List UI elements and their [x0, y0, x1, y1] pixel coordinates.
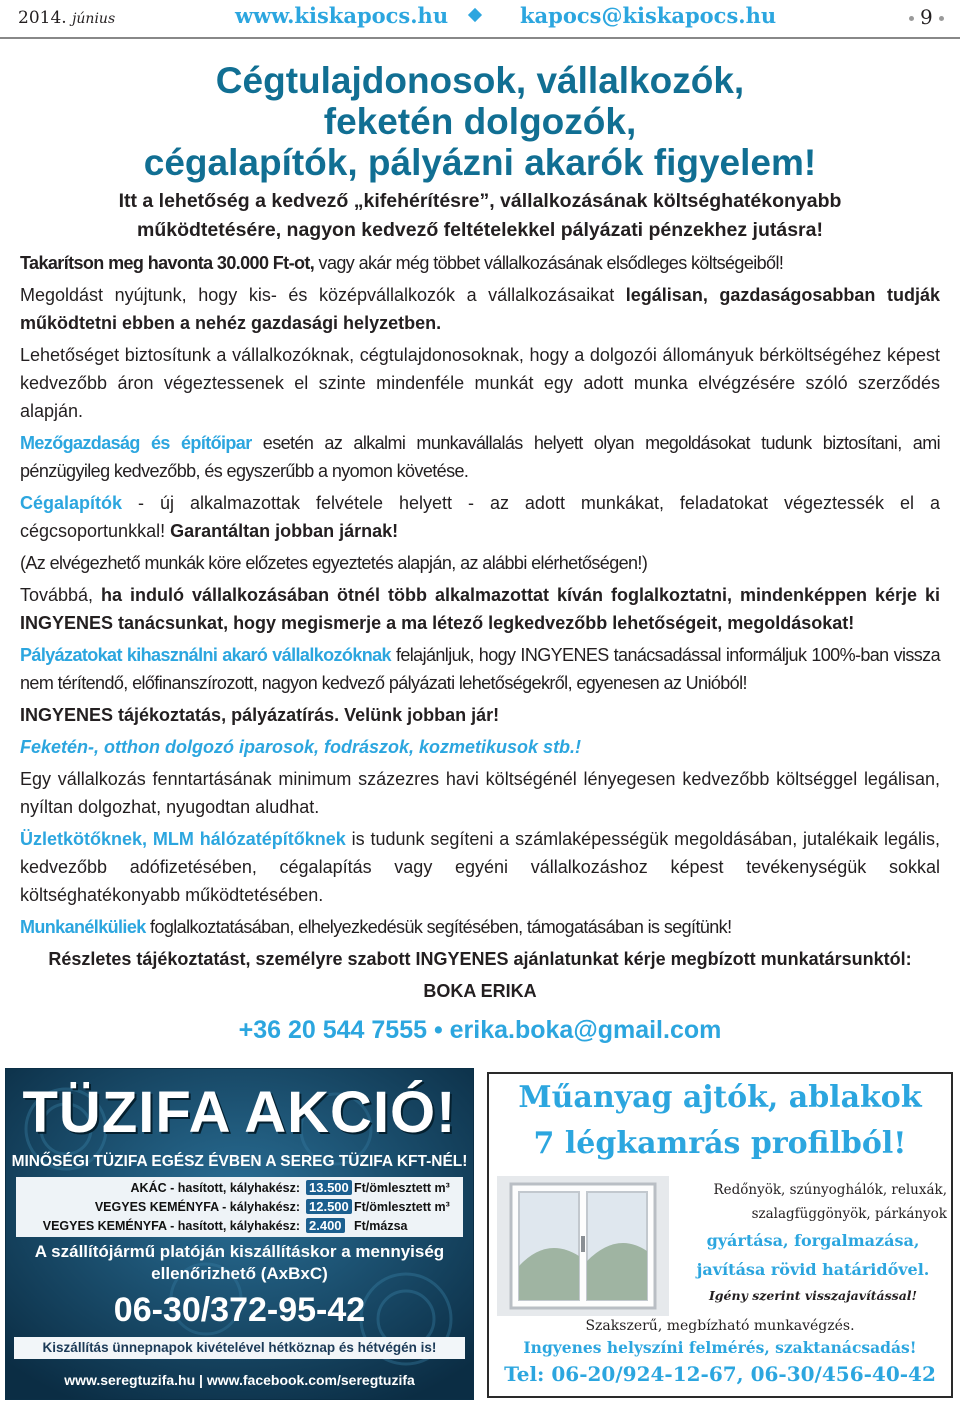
price-row: VEGYES KEMÉNYFA - hasított, kályhakész: 2.400 Ft/mázsa [42, 1218, 408, 1233]
paragraph-free-info: INGYENES tájékoztatás, pályázatírás. Velünk jobban jár! [20, 705, 500, 725]
firewood-price-list [16, 1177, 463, 1237]
paragraph-legal: Egy vállalkozás fenntartásának minimum százezres havi költségénél lényegesen kedvezőbb költséggel legálisan, nyíltan dolgozhat, nyugodtan aludhat. [20, 769, 940, 817]
windows-free-survey: Ingyenes helyszíni felmérés, szaktanácsadás! [523, 1338, 917, 1357]
price-row: AKÁC - hasított, kályhakész: 13.500 Ft/ömlesztett m³ [130, 1180, 450, 1195]
paragraph-founders: Cégalapítók - új alkalmazottak felvétele helyett - az adott munkákat, feladatokat végeztessék el a cégcsoportunkkal! Garantáltan jobban járnak! [20, 493, 940, 541]
paragraph-startups: Továbbá, ha induló vállalkozásában ötnél több alkalmazottat kíván foglalkoztatni, mindenképpen kérje ki INGYENES tanácsunkat, hogy megismerje a ma létező legkedvezőbb lehetőségeit, megoldásokat! [20, 585, 941, 633]
price-row: VEGYES KEMÉNYFA - kályhakész: 12.500 Ft/ömlesztett m³ [94, 1199, 450, 1214]
article-title: Cégtulajdonosok, vállalkozók, feketén dolgozók, cégalapítók, pályázni akarók figyelem! [143, 60, 817, 183]
paragraph-agriculture: Mezőgazdaság és építőipar esetén az alkalmi munkavállalás helyett olyan megoldásokat tudunk biztosítani, ami pénzügyileg kedvezőbb, és egyszerűbb a nyomon követése. [20, 433, 940, 481]
contact-name: BOKA ERIKA [423, 981, 537, 1001]
diamond-separator-icon [468, 8, 482, 22]
paragraph-unemployed: Munkanélküliek foglalkoztatásában, elhelyezkedésük segítésében, támogatásában is segítünk! [20, 917, 732, 937]
firewood-ad-title: TÜZIFA AKCIÓ! [22, 1080, 457, 1145]
issue-date: 2014. június [18, 8, 116, 28]
firewood-delivery-note: Kiszállítás ünnepnapok kivételével hétköznap és hétvégén is! [14, 1337, 465, 1359]
paragraph-solution: Megoldást nyújtunk, hogy kis- és középvállalkozók a vállalkozásaikat legálisan, gazdaságosabban tudják működtetni ebben a nehéz gazdasági helyzetben. [20, 285, 940, 333]
page-number: 9 [903, 5, 950, 29]
paragraph-scope-note: (Az elvégezhető munkák köre előzetes egyeztetés alapján, az alábbi elérhetőségen!) [20, 553, 648, 573]
windows-phone[interactable]: Tel: 06-20/924-12-67, 06-30/456-40-42 [504, 1362, 936, 1386]
firewood-delivery-banner: A szállítójármű platóján kiszállításkor a mennyiség ellenőrizhető (AxBxC) [34, 1242, 445, 1283]
firewood-urls[interactable]: www.seregtuzifa.hu | www.facebook.com/seregtuzifa [64, 1372, 415, 1388]
header-website[interactable]: www.kiskapocs.hu [235, 3, 449, 28]
windows-product-list: Redőnyök, szúnyoghálók, reluxák, szalagfüggönyök, párkányok gyártása, forgalmazása, javítása rövid határidővel. Igény szerint visszajavítással! [696, 1182, 947, 1303]
windows-ad-title: Műanyag ajtók, ablakok [518, 1080, 922, 1115]
paragraph-savings: Takarítson meg havonta 30.000 Ft-ot, vagy akár még többet vállalkozásának elsődleges költségeiből! [20, 253, 784, 273]
window-photo-icon [497, 1176, 669, 1316]
windows-ad-subtitle: 7 légkamrás profilból! [533, 1126, 907, 1161]
firewood-ad[interactable] [5, 1068, 474, 1400]
paragraph-opportunity: Lehetőséget biztosítunk a vállalkozóknak, cégtulajdonosoknak, hogy a dolgozói állományuk bérköltségéhez képest kedvezőbb áron végeztessenek el szinte mindenféle munkát egy adott munka elvégzésére szóló szerződés alapján. [20, 345, 940, 421]
paragraph-craftsmen: Feketén-, otthon dolgozó iparosok, fodrászok, kozmetikusok stb.! [20, 737, 582, 757]
paragraph-tenders: Pályázatokat kihasználni akaró vállalkozóknak felajánljuk, hogy INGYENES tanácsadással informáljuk 100%-ban vissza nem térítendő, előfinanszírozott, nagyon kedvező pályázati lehetőségekről, egyenesen az Unióból! [20, 645, 940, 693]
article [20, 60, 940, 1047]
windows-ad[interactable] [487, 1072, 953, 1398]
paragraph-contact-request: Részletes tájékoztatást, személyre szabott INGYENES ajánlatunkat kérje megbízott munkatársunktól: [48, 949, 912, 969]
header-email[interactable]: kapocs@kiskapocs.hu [520, 3, 777, 28]
windows-professional-text: Szakszerű, megbízható munkavégzés. [585, 1318, 855, 1334]
article-lead: Itt a lehetőség a kedvező „kifehérítésre”, vállalkozásának költséghatékonyabb működtetésére, nagyon kedvező feltételekkel pályázati pénzekhez jutásra! [118, 190, 842, 241]
firewood-ad-subtitle: MINŐSÉGI TÜZIFA EGÉSZ ÉVBEN A SEREG TÜZIFA KFT-NÉL! [11, 1153, 468, 1170]
firewood-phone[interactable]: 06-30/372-95-42 [113, 1291, 366, 1329]
page-header [0, 0, 960, 38]
paragraph-agents: Üzletkötőknek, MLM hálózatépítőknek is tudunk segíteni a számlaképességük megoldásában, jutalékaik legális, kedvezőbb adófizetésében, cégalapítás vagy egyéni vállalkozáshoz képest tevékenységük sokkal költséghatékonyabb működtetésében. [20, 829, 940, 905]
contact-phone-email[interactable]: +36 20 544 7555 • erika.boka@gmail.com [238, 1016, 722, 1044]
header-divider [0, 37, 960, 39]
